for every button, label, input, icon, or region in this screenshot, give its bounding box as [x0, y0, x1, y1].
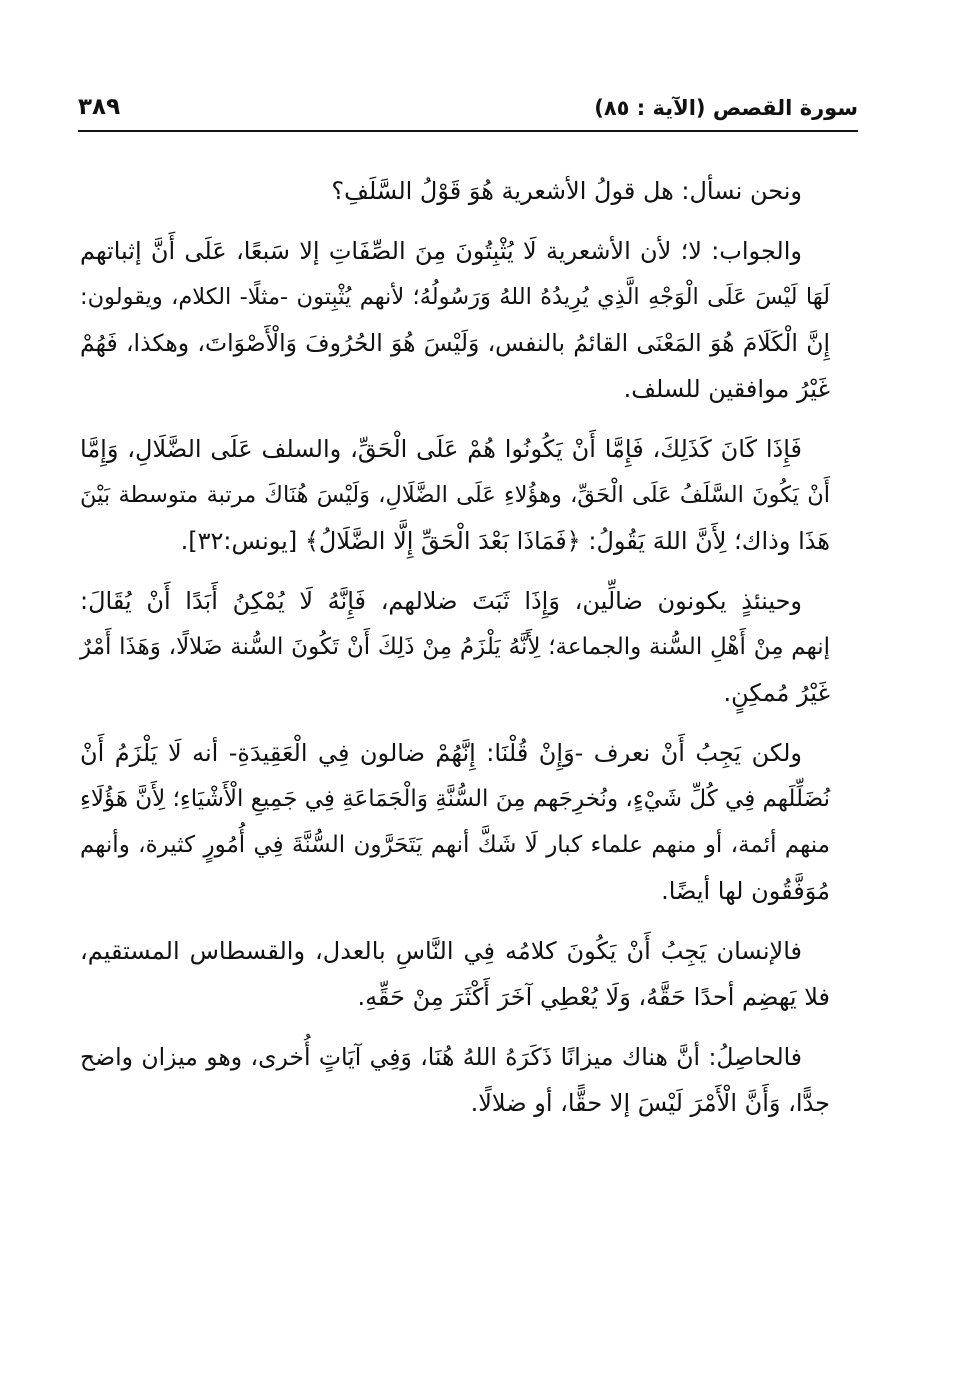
body-text [80, 168, 858, 1140]
text-line: فلا يَهضِم أحدًا حَقَّهُ، وَلَا يُعْطِي آخَرَ أَكْثَرَ مِنْ حَقِّهِ. [357, 983, 830, 1011]
text-line: والجواب: لا؛ لأن الأشعرية لَا يُثْبِتُونَ مِنَ الصِّفَاتِ إلا سَبعًا، عَلَى أَنَّ إثباتهم [80, 237, 802, 265]
text-line: فالحاصِلُ: أنَّ هناك ميزانًا ذَكَرَهُ اللهُ هُنَا، وَفِي آيَاتٍ أُخرى، وهو ميزان واضح [80, 1043, 802, 1071]
text-line: لَهَا لَيْسَ عَلَى الْوَجْهِ الَّذِي يُرِيدُهُ اللهُ وَرَسُولُهُ؛ لأنهم يُثْبِتون -مثلًا- الكلام، ويقولون: [80, 284, 830, 310]
running-header [78, 92, 858, 132]
header-title: سورة القصص (الآية : ٨٥) [594, 96, 858, 120]
text-line: إِنَّ الْكَلَامَ هُوَ المَعْنَى القائمُ بالنفس، وَلَيْسَ هُوَ الحُرُوفَ وَالْأَصْوَاتَ، وهكذا، فَهُمْ [80, 329, 830, 357]
text-line: غَيْرُ موافقين للسلف. [623, 375, 830, 403]
paragraph [80, 730, 858, 914]
text-line: فَإِذَا كَانَ كَذَلِكَ، فَإِمَّا أَنْ يَكُونُوا هُمْ عَلَى الْحَقِّ، والسلف عَلَى الضَّلَالِ، وَإِمَّا [80, 435, 802, 463]
paragraph [80, 168, 858, 214]
text-line: ولكن يَجِبُ أَنْ نعرف -وَإِنْ قُلْنَا: إِنَّهُمْ ضالون فِي الْعَقِيدَةِ- أنه لَا يَلْزَمُ أَنْ [80, 739, 802, 767]
text-line: هَذَا وذاك؛ لِأَنَّ اللهَ يَقُولُ: ﴿فَمَاذَا بَعْدَ الْحَقِّ إِلَّا الضَّلَالُ﴾ [يونس:٣٢]. [180, 527, 830, 555]
text-line: نُضَلِّلَهم فِي كُلِّ شَيْءٍ، ونُخرِجَهم مِنَ السُّنَّةِ وَالْجَمَاعَةِ فِي جَمِيعِ الْأَشْيَاءِ؛ لِأَنَّ هَؤُلَاءِ [80, 786, 830, 812]
text-line: غَيْرُ مُمكِنٍ. [723, 679, 830, 707]
text-line: منهم أئمة، أو منهم علماء كبار لَا شَكَّ أنهم يَتَحَرَّون السُّنَّةَ فِي أُمُورٍ كثيرة، وأنهم [80, 832, 830, 858]
page-number: ٣٨٩ [78, 94, 121, 120]
paragraph [80, 1034, 858, 1126]
paragraph [80, 578, 858, 716]
paragraph [80, 426, 858, 564]
text-line: أَنْ يَكُونَ السَّلَفُ عَلَى الْحَقِّ، وهؤُلاءِ عَلَى الضَّلَالِ، وَلَيْسَ هُنَاكَ مرتبة متوسطة بَيْنَ [80, 482, 830, 508]
header-rule [78, 130, 858, 132]
paragraph [80, 228, 858, 412]
paragraph [80, 928, 858, 1020]
text-line: مُوَفَّقُون لها أيضًا. [661, 877, 830, 905]
text-line: ونحن نسأل: هل قولُ الأشعرية هُوَ قَوْلُ السَّلَفِ؟ [331, 177, 802, 205]
text-line: فالإنسان يَجِبُ أَنْ يَكُونَ كلامُه فِي النَّاسِ بالعدل، والقسطاس المستقيم، [80, 937, 802, 965]
text-line: وحينئذٍ يكونون ضالِّين، وَإِذَا ثَبَتَ ضلالهم، فَإِنَّهُ لَا يُمْكِنُ أَبَدًا أَنْ يُقَالَ: [80, 587, 802, 615]
text-line: جدًّا، وَأَنَّ الْأَمْرَ لَيْسَ إلا حقًّا، أو ضلالًا. [470, 1089, 830, 1117]
text-line: إنهم مِنْ أَهْلِ السُّنة والجماعة؛ لِأَنَّهُ يَلْزَمُ مِنْ ذَلِكَ أَنْ تَكُونَ السُّنة ضَلالًا، وَهَذَا أَمْرٌ [80, 634, 830, 660]
